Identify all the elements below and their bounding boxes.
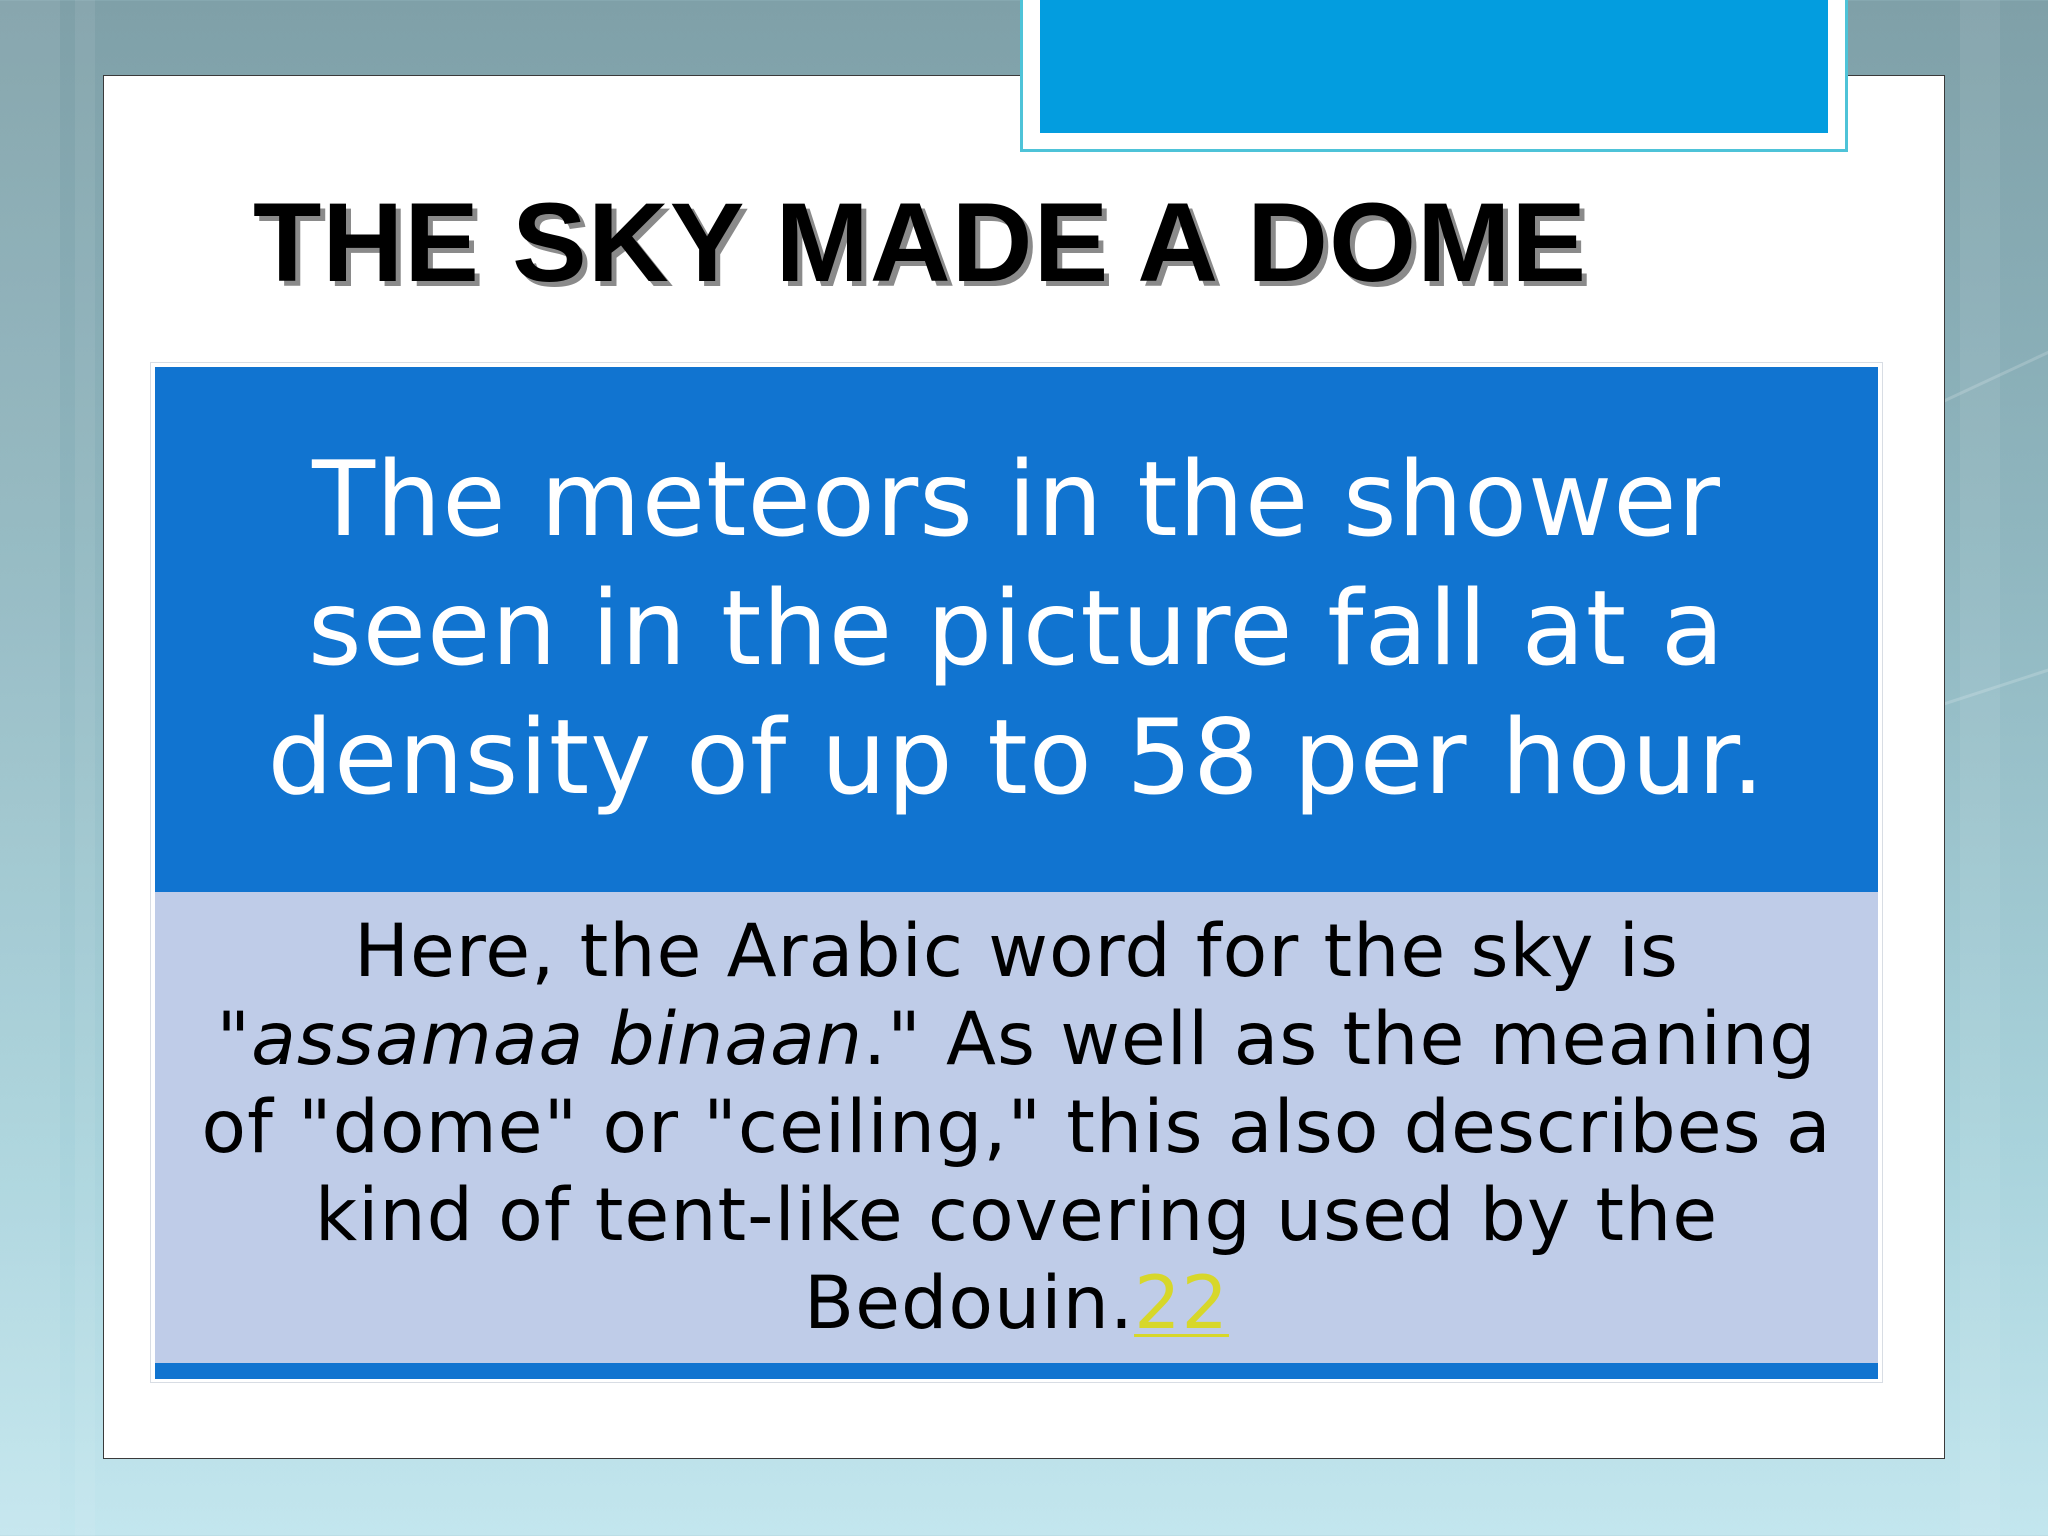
- background-stripe: [1960, 0, 2000, 1536]
- body-line: Here, the Arabic word for the sky is: [354, 908, 1679, 994]
- top-accent-block: [1040, 0, 1828, 133]
- body-text: [201, 908, 1831, 1348]
- body-panel: [155, 892, 1878, 1363]
- body-panel-bottom-bar: [155, 1363, 1878, 1379]
- background-stripe: [75, 0, 95, 1536]
- headline-line: The meteors in the shower: [312, 440, 1721, 560]
- body-line: ." As well as the meaning: [863, 996, 1817, 1082]
- body-line: Bedouin.: [804, 1260, 1135, 1346]
- headline-panel: [155, 367, 1878, 892]
- footnote-link[interactable]: 22: [1134, 1260, 1229, 1346]
- body-line: kind of tent-like covering used by the: [314, 1172, 1719, 1258]
- background-stripe: [0, 0, 60, 1536]
- arabic-term: assamaa binaan: [251, 996, 864, 1082]
- slide-title: THE SKY MADE A DOME: [253, 180, 1588, 305]
- quote-mark: ": [216, 996, 252, 1082]
- headline-line: seen in the picture fall at a: [307, 569, 1726, 689]
- body-line: of "dome" or "ceiling," this also describes a: [201, 1084, 1832, 1170]
- headline-text: [268, 436, 1766, 823]
- headline-line: density of up to 58 per hour.: [267, 698, 1766, 818]
